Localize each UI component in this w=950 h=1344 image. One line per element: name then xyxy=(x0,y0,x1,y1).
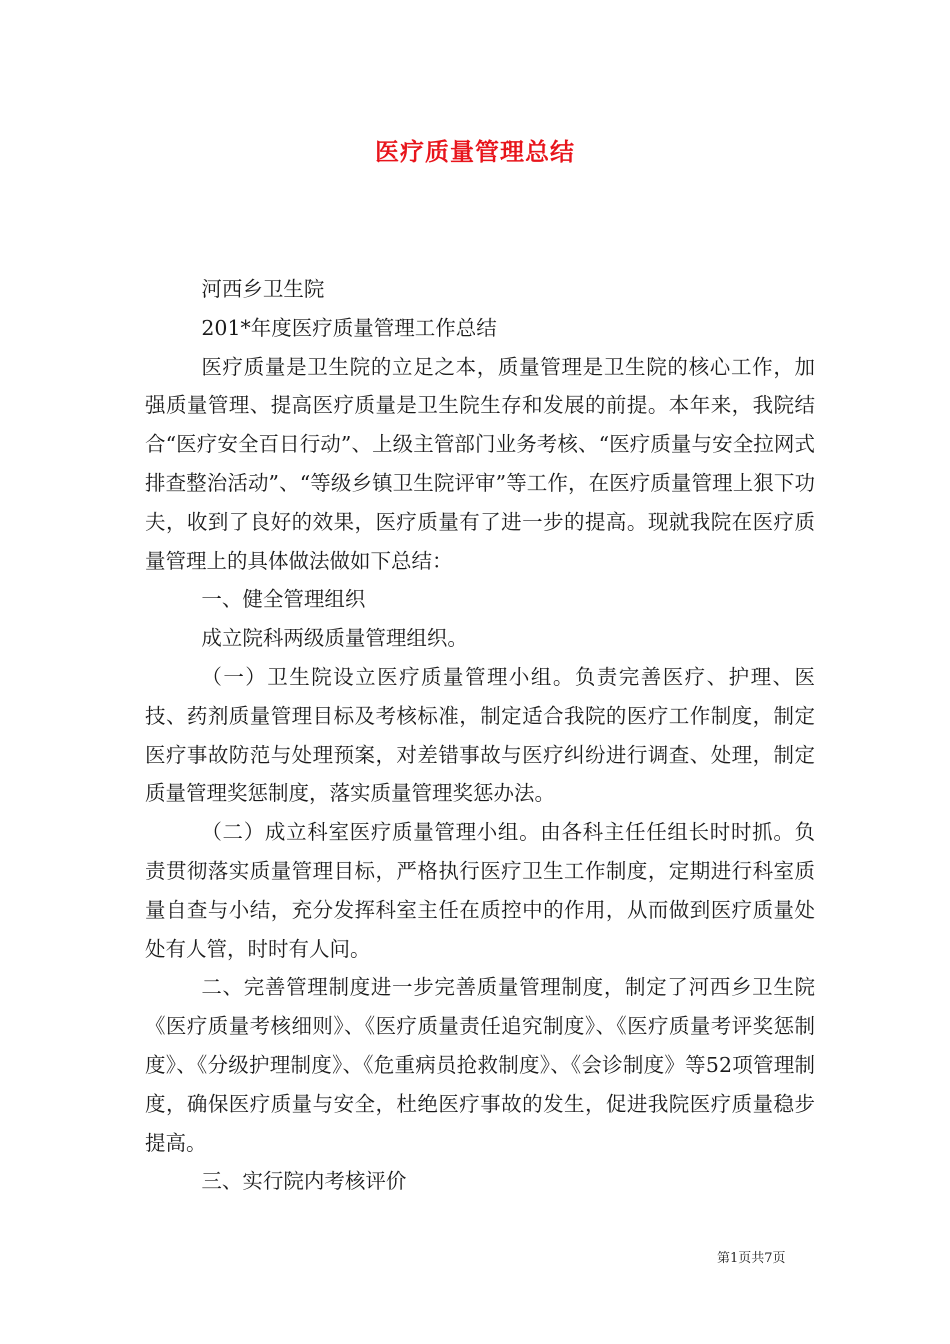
page-number: 第1页共7页 xyxy=(717,1251,786,1266)
paragraph-section-2: 二、完善管理制度进一步完善质量管理制度，制定了河西乡卫生院《医疗质量考核细则》、《医疗质量责任追究制度》、《医疗质量考评奖惩制度》、《分级护理制度》、《危重病员抢救制度》、《会诊制度》等52项管理制度，确保医疗质量与安全，杜绝医疗事故的发生，促进我院医疗质量稳步提高。 xyxy=(145,975,815,1155)
paragraph-intro: 医疗质量是卫生院的立足之本，质量管理是卫生院的核心工作，加强质量管理、提高医疗质量是卫生院生存和发展的前提。本年来，我院结合“医疗安全百日行动”、上级主管部门业务考核、“医疗质量与安全拉网式排查整治活动”、“等级乡镇卫生院评审”等工作，在医疗质量管理上狠下功夫，收到了良好的效果，医疗质量有了进一步的提高。现就我院在医疗质量管理上的具体做法做如下总结： xyxy=(145,354,815,573)
paragraph-subtitle: 201*年度医疗质量管理工作总结 xyxy=(201,315,497,340)
heading-section-1: 一、健全管理组织 xyxy=(201,587,366,612)
document-title: 医疗质量管理总结 xyxy=(375,138,575,166)
heading-section-3: 三、实行院内考核评价 xyxy=(201,1169,407,1194)
document-body xyxy=(145,270,815,1201)
paragraph-section-1-item-1: （一）卫生院设立医疗质量管理小组。负责完善医疗、护理、医技、药剂质量管理目标及考核标准，制定适合我院的医疗工作制度，制定医疗事故防范与处理预案，对差错事故与医疗纠纷进行调查、处理，制定质量管理奖惩制度，落实质量管理奖惩办法。 xyxy=(145,664,815,806)
paragraph-section-1-item-2: （二）成立科室医疗质量管理小组。由各科主任任组长时时抓。负责贯彻落实质量管理目标，严格执行医疗卫生工作制度，定期进行科室质量自查与小结，充分发挥科室主任在质控中的作用，从而做到医疗质量处处有人管，时时有人问。 xyxy=(145,820,815,961)
paragraph-section-1-lead: 成立院科两级质量管理组织。 xyxy=(201,626,468,651)
paragraph-hospital-name: 河西乡卫生院 xyxy=(201,277,325,301)
